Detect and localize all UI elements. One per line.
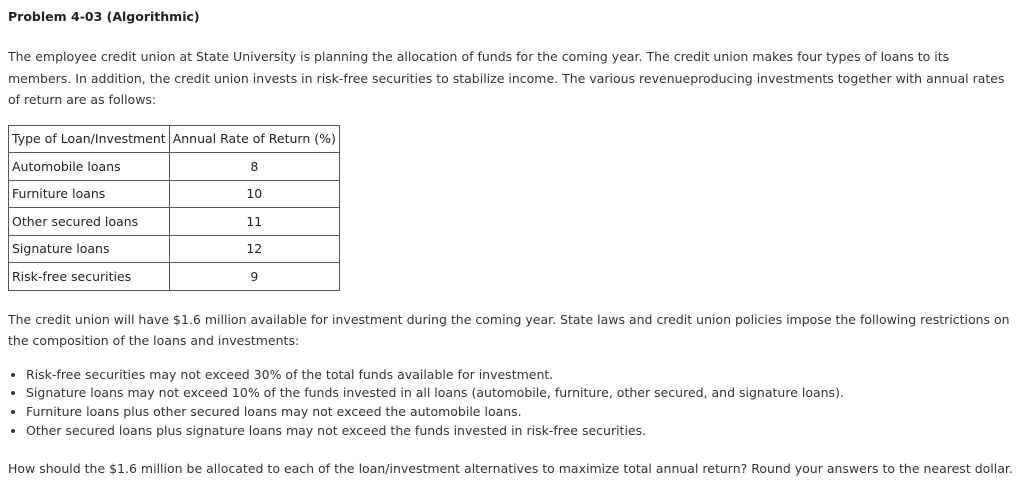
row-type: Risk-free securities [9,263,170,291]
table-row [9,180,340,208]
list-item: • Signature loans may not exceed 10% of the funds invested in all loans (automobile, furniture, other secured, and signature loans). [26,384,1016,403]
list-item: • Furniture loans plus other secured loans may not exceed the automobile loans. [26,403,1016,422]
restrictions-list [8,366,1016,441]
table-header-row [9,125,340,153]
header-type: Type of Loan/Investment [9,125,170,153]
question-paragraph: How should the $1.6 million be allocated to each of the loan/investment alternatives to maximize total annual return? Round your answers to the nearest dollar. [8,461,1013,477]
table-row [9,153,340,181]
rates-table [8,125,340,291]
row-type: Signature loans [9,235,170,263]
problem-title: Problem 4-03 (Algorithmic) [8,9,200,24]
row-rate: 10 [169,180,339,208]
intro-paragraph: The employee credit union at State University is planning the allocation of funds for the coming year. The credit union makes four types of loans to its members. In addition, the credit union invests in risk-free securities to stabilize income. The various revenueproducing investments together with annual rates of return are as follows: [8,49,1005,107]
row-rate: 9 [169,263,339,291]
list-item: • Other secured loans plus signature loans may not exceed the funds invested in risk-free securities. [26,422,1016,441]
row-rate: 8 [169,153,339,181]
row-type: Furniture loans [9,180,170,208]
row-type: Automobile loans [9,153,170,181]
header-rate: Annual Rate of Return (%) [169,125,339,153]
row-type: Other secured loans [9,208,170,236]
table-row [9,263,340,291]
funds-paragraph: The credit union will have $1.6 million available for investment during the coming year. State laws and credit union policies impose the following restrictions on the composition of the loans and investments: [8,311,1010,348]
list-item: • Risk-free securities may not exceed 30% of the total funds available for investment. [26,366,1016,385]
row-rate: 12 [169,235,339,263]
table-row [9,208,340,236]
row-rate: 11 [169,208,339,236]
table-row [9,235,340,263]
